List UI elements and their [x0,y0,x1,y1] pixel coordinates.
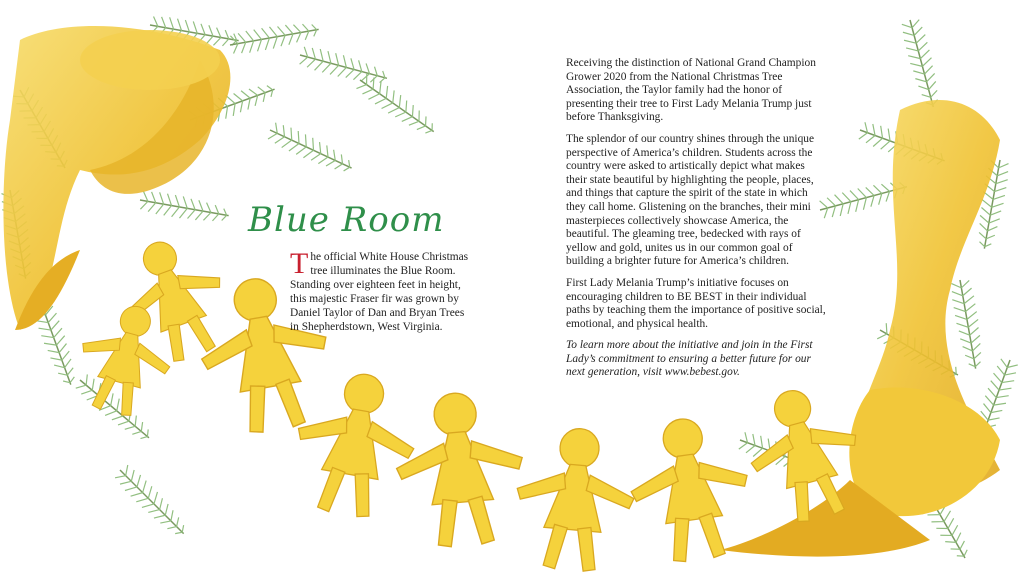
intro-text: he official White House Christmas tree illuminates the Blue Room. Standing over eighteen feet in height, this majestic Fraser fir was grown by Daniel Taylor of Dan and Bryan Trees in Shepherdstown, West Virginia. [290,251,469,333]
body-paragraph-3: First Lady Melania Trump’s initiative focuses on encouraging children to BE BEST in their individual paths by teaching them the importance of positive social, emotional, and physical health. [566,276,826,330]
intro-paragraph [290,247,475,334]
page-title: Blue Room [248,200,445,240]
body-text-column [566,57,828,388]
body-paragraph-1: Receiving the distinction of National Grand Champion Grower 2020 from the National Christmas Tree Association, the Taylor family had the honor of presenting their tree to First Lady Melania Trump just before Thanksgiving. [566,57,816,124]
closing-paragraph: To learn more about the initiative and join in the First Lady’s commitment to ensuring a better future for our next generation, visit www.bebest.gov. [566,339,813,379]
body-paragraph-2: The splendor of our country shines through the unique perspective of America’s children. Students across the country were asked to artistically depict what makes their state beautiful by highlighting the people, places, and things that capture the spirit of the state in which they call home. Glistening on the branches, their mini masterpieces collectively showcase America, the beautiful. The gleaming tree, bedecked with rays of yellow and gold, unites us in our common goal of building a brighter future for America’s children. [566,132,815,268]
drop-cap: T [290,247,309,280]
